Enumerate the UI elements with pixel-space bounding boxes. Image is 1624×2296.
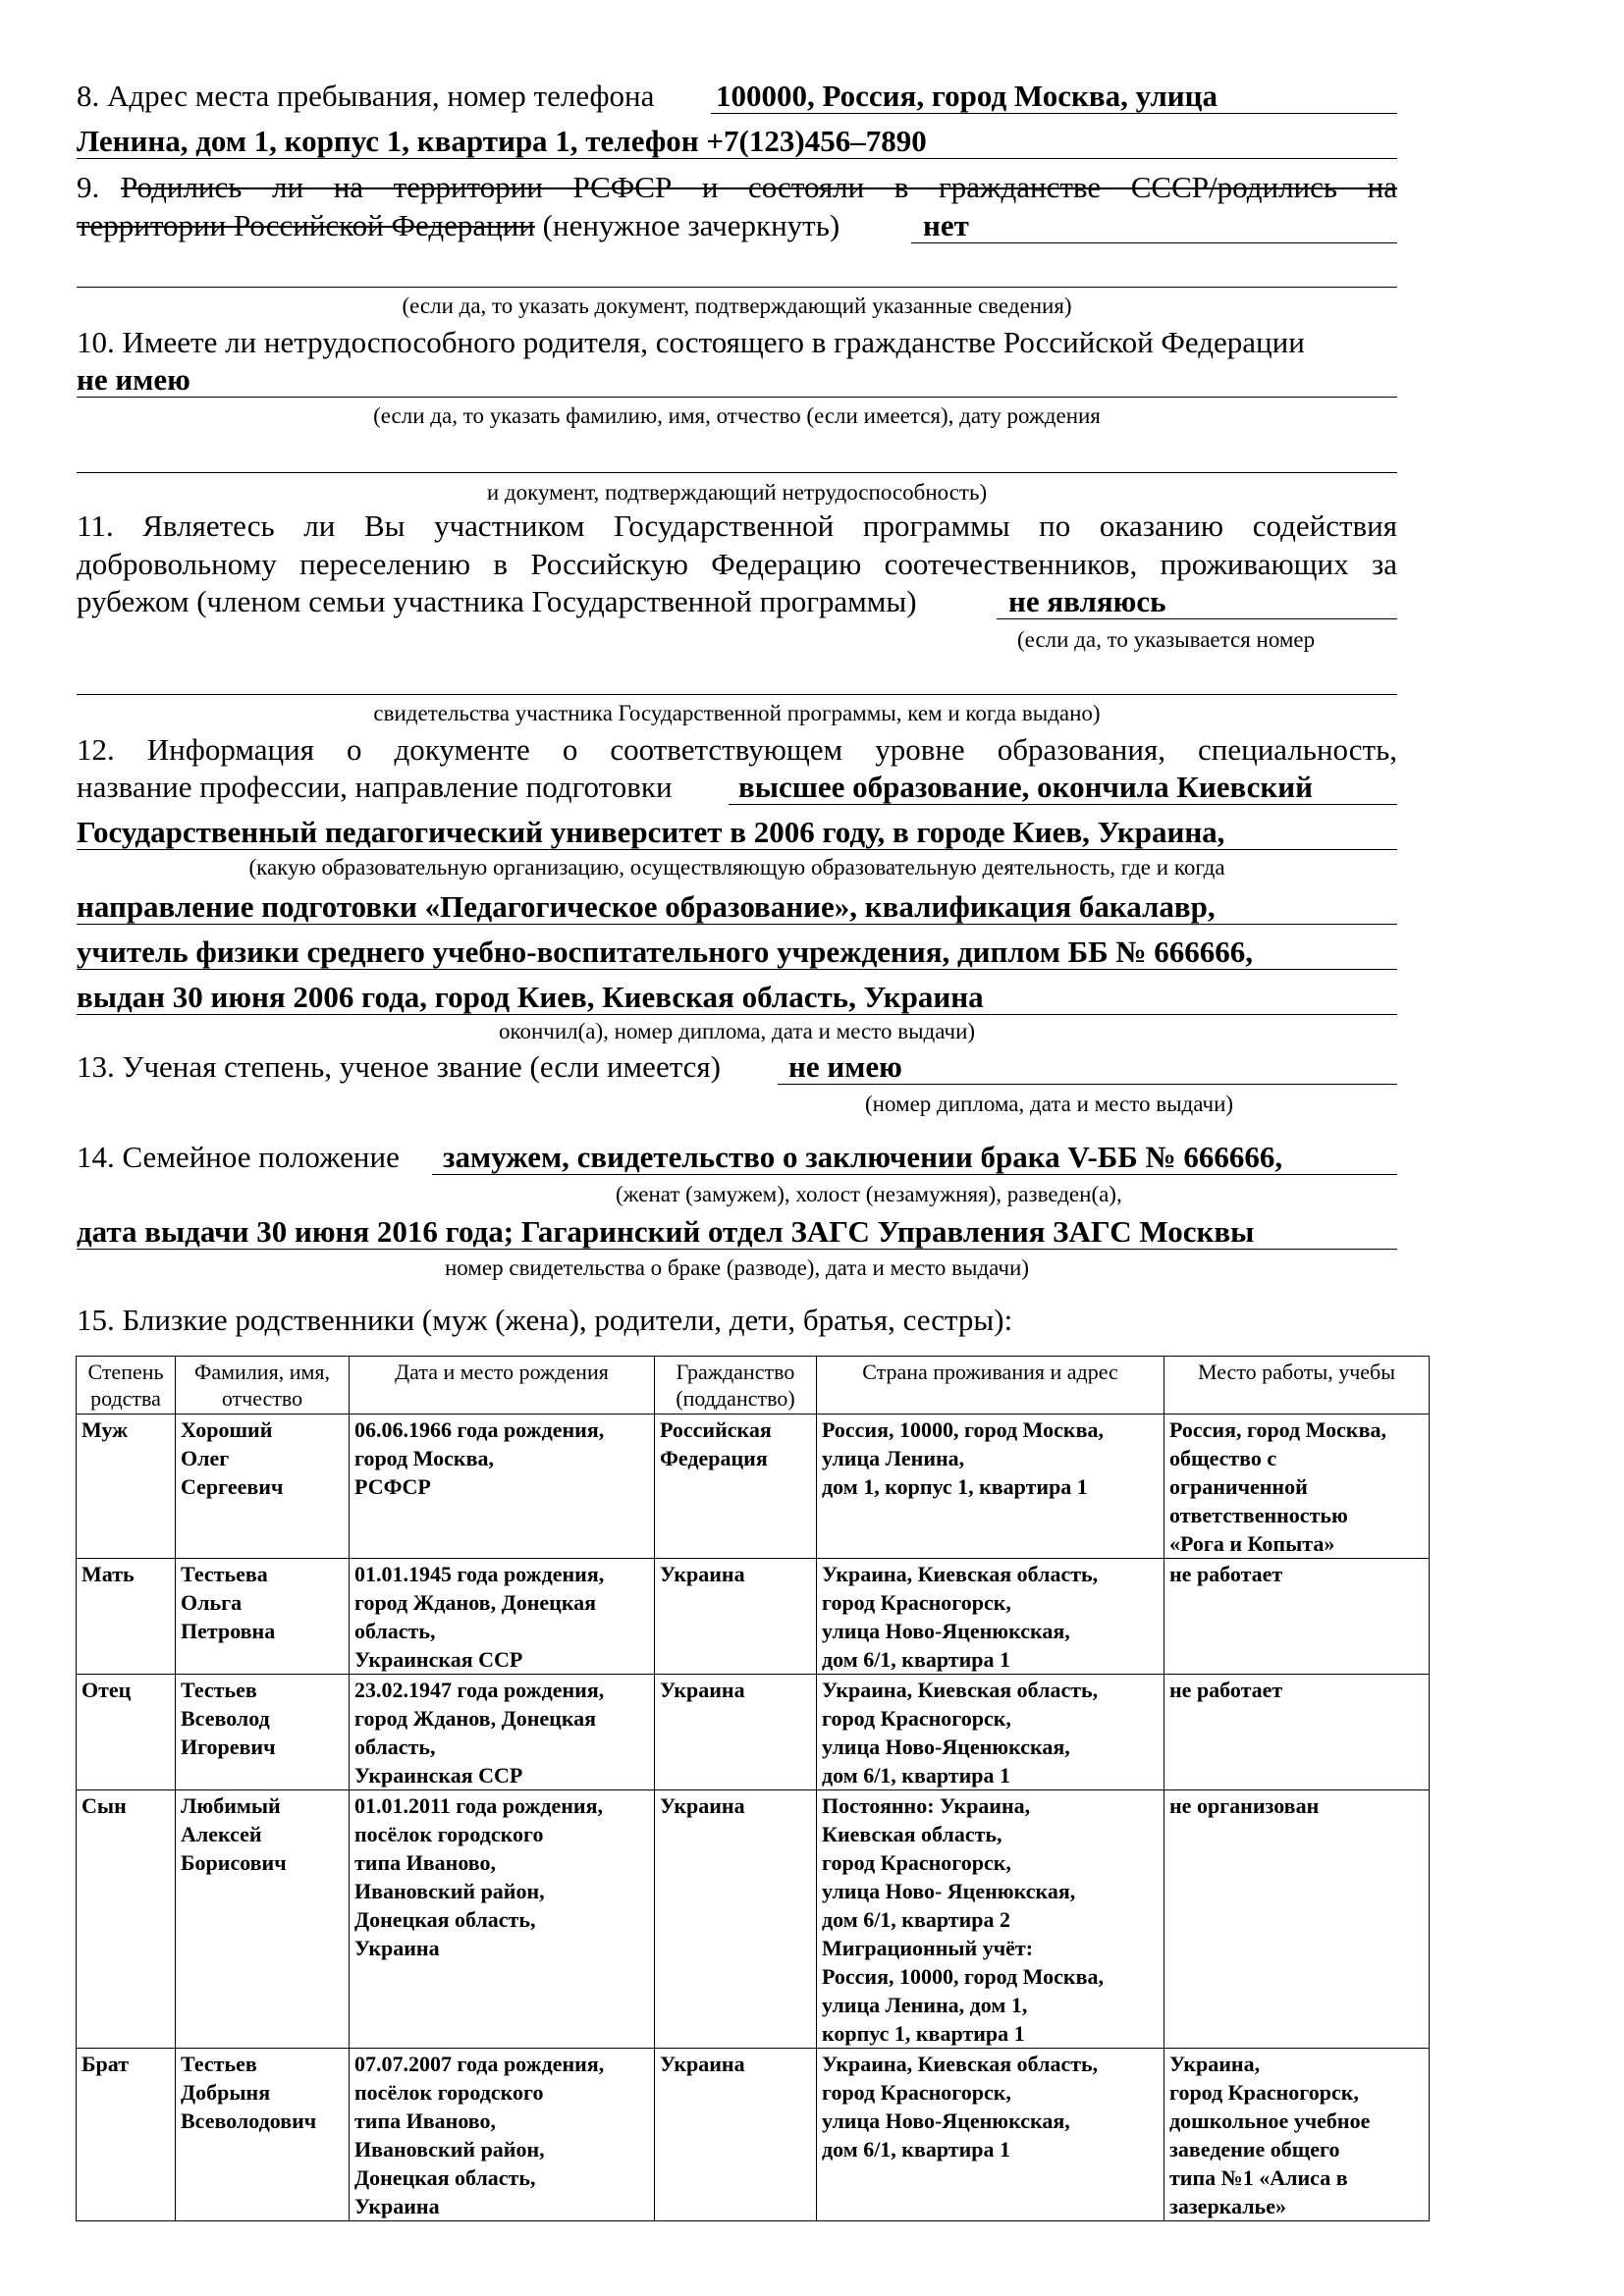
- cell-line: 06.06.1966 года рождения,: [354, 1417, 605, 1442]
- cell-work: [1164, 2049, 1430, 2221]
- item-9-struck-text-2: территории Российской Федерации: [77, 208, 535, 242]
- item-8-value-line1: 100000, Россия, город Москва, улица: [716, 79, 1218, 113]
- item-9-caption: (если да, то указать документ, подтверждающий указанные сведения): [402, 294, 1072, 318]
- cell-birth: [350, 2049, 655, 2221]
- cell-line: типа №1 «Алиса в: [1169, 2165, 1348, 2190]
- cell-line: Постоянно: Украина,: [822, 1793, 1031, 1818]
- item-12-caption-2: окончил(а), номер диплома, дата и место выдачи): [498, 1019, 976, 1043]
- cell-line: Россия, 10000, город Москва,: [822, 1964, 1104, 1989]
- cell-full-name: [176, 2049, 350, 2221]
- cell-line: улица Ново-Яценюкская,: [822, 2109, 1070, 2133]
- item-8-value-line2: Ленина, дом 1, корпус 1, квартира 1, телефон +7(123)456–7890: [77, 124, 927, 158]
- cell-line: Донецкая область,: [354, 2165, 536, 2190]
- table-row: [77, 1415, 1430, 1559]
- cell-line: город Красногорск,: [822, 1850, 1011, 1875]
- item-12-value-2: Государственный педагогический университет в 2006 году, в городе Киев, Украина,: [77, 815, 1225, 849]
- item-14-label: 14. Семейное положение: [77, 1140, 400, 1174]
- cell-line: Алексей: [181, 1822, 262, 1846]
- cell-line: Тестьева: [181, 1562, 268, 1586]
- relatives-table-body: [77, 1415, 1430, 2221]
- cell-line: город Жданов, Донецкая: [354, 1590, 597, 1615]
- cell-line: Украинская ССР: [354, 1763, 523, 1788]
- item-10-value: не имею: [77, 362, 190, 397]
- item-12-line2: название профессии, направление подготовки: [77, 770, 673, 804]
- cell-line: Хороший: [181, 1417, 273, 1442]
- cell-line: область,: [354, 1735, 436, 1759]
- cell-line: Любимый: [181, 1793, 281, 1818]
- cell-line: Украинская ССР: [354, 1647, 523, 1672]
- cell-line: ответственностью: [1169, 1503, 1348, 1527]
- header-work: Место работы, учебы: [1164, 1357, 1430, 1415]
- cell-line: дошкольное учебное: [1169, 2109, 1371, 2133]
- cell-line: дом 1, корпус 1, квартира 1: [822, 1474, 1088, 1499]
- cell-line: Всеволодович: [181, 2109, 317, 2133]
- cell-line: не работает: [1169, 1562, 1283, 1586]
- item-11-underline-2: [77, 694, 1397, 695]
- cell-line: улица Ново-Яценюкская,: [822, 1619, 1070, 1643]
- relatives-table: [76, 1356, 1430, 2221]
- cell-line: Тестьев: [181, 2052, 257, 2076]
- item-11-line3: рубежом (членом семьи участника Государственной программы): [77, 584, 917, 618]
- item-15-label: 15. Близкие родственники (муж (жена), родители, дети, братья, сестры):: [77, 1303, 1013, 1337]
- table-header-row: [77, 1357, 1430, 1415]
- cell-citizenship: [655, 1675, 817, 1790]
- cell-line: 01.01.2011 года рождения,: [354, 1793, 604, 1818]
- cell-residence: [817, 2049, 1164, 2221]
- item-12-value-3: направление подготовки «Педагогическое образование», квалификация бакалавр,: [77, 889, 1216, 924]
- cell-line: улица Ново-Яценюкская,: [822, 1735, 1070, 1759]
- cell-line: типа Иваново,: [354, 1850, 497, 1875]
- item-9-struck-text-1: Родились ли на территории РСФСР и состояли в гражданстве СССР/родились на: [121, 170, 1397, 204]
- cell-line: ограниченной: [1169, 1474, 1308, 1499]
- cell-line: Петровна: [181, 1619, 276, 1643]
- cell-line: Украина,: [1169, 2052, 1261, 2076]
- cell-line: область,: [354, 1619, 436, 1643]
- item-11-caption-2: свидетельства участника Государственной программы, кем и когда выдано): [373, 701, 1101, 725]
- cell-degree: [77, 2049, 176, 2221]
- cell-line: «Рога и Копыта»: [1169, 1531, 1335, 1556]
- cell-line: улица Ленина, дом 1,: [822, 1993, 1028, 2017]
- item-10-caption-2: и документ, подтверждающий нетрудоспособность): [486, 480, 988, 505]
- cell-birth: [350, 1415, 655, 1559]
- cell-line: корпус 1, квартира 1: [822, 2021, 1025, 2046]
- header-full-name: Фамилия, имя, отчество: [176, 1357, 350, 1415]
- cell-line: 23.02.1947 года рождения,: [354, 1678, 605, 1702]
- cell-line: 07.07.2007 года рождения,: [354, 2052, 605, 2076]
- cell-line: город Красногорск,: [1169, 2080, 1359, 2105]
- cell-residence: [817, 1415, 1164, 1559]
- item-13-label: 13. Ученая степень, ученое звание (если имеется): [77, 1049, 721, 1084]
- item-11-line2: добровольному переселению в Российскую Федерацию соотечественников, проживающих за: [77, 547, 1397, 581]
- header-degree: Степень родства: [77, 1357, 176, 1415]
- cell-line: Украина: [660, 2052, 745, 2076]
- item-11-line1: 11. Являетесь ли Вы участником Государственной программы по оказанию содействия: [77, 508, 1397, 543]
- table-row: [77, 1559, 1430, 1675]
- item-8-underline-1: [711, 113, 1397, 114]
- cell-line: типа Иваново,: [354, 2109, 497, 2133]
- cell-line: посёлок городского: [354, 2080, 544, 2105]
- cell-line: Украина: [660, 1793, 745, 1818]
- table-row: [77, 2049, 1430, 2221]
- cell-birth: [350, 1559, 655, 1675]
- header-citizenship: Гражданство (подданство): [655, 1357, 817, 1415]
- header-residence: Страна проживания и адрес: [817, 1357, 1164, 1415]
- item-9-underline-2: [77, 287, 1397, 288]
- cell-line: Киевская область,: [822, 1822, 1002, 1846]
- item-10-question: 10. Имеете ли нетрудоспособного родителя, состоящего в гражданстве Российской Федерации: [77, 325, 1305, 359]
- cell-birth: [350, 1790, 655, 2049]
- cell-line: Ивановский район,: [354, 1879, 545, 1903]
- cell-line: дом 6/1, квартира 1: [822, 1763, 1011, 1788]
- table-row: [77, 1675, 1430, 1790]
- item-10-caption-1: (если да, то указать фамилию, имя, отчество (если имеется), дату рождения: [373, 403, 1101, 428]
- item-11-value: не являюсь: [1008, 584, 1166, 618]
- cell-line: Украина, Киевская область,: [822, 2052, 1099, 2076]
- cell-residence: [817, 1559, 1164, 1675]
- cell-birth: [350, 1675, 655, 1790]
- cell-degree: [77, 1790, 176, 2049]
- item-14-value-2: дата выдачи 30 июня 2016 года; Гагаринский отдел ЗАГС Управления ЗАГС Москвы: [77, 1214, 1255, 1249]
- cell-line: Муж: [81, 1417, 129, 1442]
- item-9-number: 9.: [77, 170, 100, 204]
- cell-full-name: [176, 1790, 350, 2049]
- item-10-underline-1: [77, 397, 1397, 398]
- table-row: [77, 1790, 1430, 2049]
- item-12-underline-3: [77, 924, 1397, 925]
- cell-line: Брат: [81, 2052, 130, 2076]
- cell-line: Украина: [354, 1936, 440, 1960]
- item-13-value: не имею: [788, 1049, 902, 1084]
- cell-line: дом 6/1, квартира 1: [822, 1647, 1011, 1672]
- cell-line: Всеволод: [181, 1706, 270, 1731]
- cell-work: [1164, 1790, 1430, 2049]
- cell-line: Украина: [660, 1678, 745, 1702]
- cell-line: Сын: [81, 1793, 127, 1818]
- cell-line: Российская: [660, 1417, 772, 1442]
- cell-citizenship: [655, 1415, 817, 1559]
- item-13-underline: [778, 1084, 1397, 1085]
- cell-line: не организован: [1169, 1793, 1320, 1818]
- cell-line: Украина: [660, 1562, 745, 1586]
- cell-line: Украина: [354, 2194, 440, 2218]
- item-12-caption-1: (какую образовательную организацию, осуществляющую образовательную деятельность, где и когда: [248, 855, 1225, 880]
- cell-line: город Красногорск,: [822, 1590, 1011, 1615]
- item-12-underline-2: [77, 849, 1397, 850]
- item-12-line1: 12. Информация о документе о соответствующем уровне образования, специальность,: [77, 732, 1397, 767]
- cell-line: общество с: [1169, 1446, 1277, 1470]
- cell-line: зазеркалье»: [1169, 2194, 1286, 2218]
- item-14-underline-1: [432, 1174, 1397, 1175]
- cell-work: [1164, 1415, 1430, 1559]
- cell-line: 01.01.1945 года рождения,: [354, 1562, 605, 1586]
- cell-full-name: [176, 1675, 350, 1790]
- cell-line: Ольга: [181, 1590, 243, 1615]
- cell-line: РСФСР: [354, 1474, 431, 1499]
- cell-line: Донецкая область,: [354, 1907, 536, 1932]
- item-8-label: 8. Адрес места пребывания, номер телефона: [77, 79, 655, 113]
- item-12-underline-5: [77, 1014, 1397, 1015]
- cell-line: Россия, 10000, город Москва,: [822, 1417, 1104, 1442]
- cell-citizenship: [655, 2049, 817, 2221]
- cell-citizenship: [655, 1559, 817, 1675]
- cell-line: Украина, Киевская область,: [822, 1678, 1099, 1702]
- cell-work: [1164, 1675, 1430, 1790]
- item-13-caption: (номер диплома, дата и место выдачи): [865, 1092, 1234, 1116]
- cell-line: Федерация: [660, 1446, 768, 1470]
- cell-line: город Москва,: [354, 1446, 494, 1470]
- item-9-line2: [77, 207, 839, 244]
- cell-full-name: [176, 1415, 350, 1559]
- item-14-caption-1: (женат (замужем), холост (незамужняя), разведен(а),: [616, 1182, 1122, 1206]
- cell-line: не работает: [1169, 1678, 1283, 1702]
- cell-line: Игоревич: [181, 1735, 276, 1759]
- item-12-value-1: высшее образование, окончила Киевский: [738, 770, 1313, 804]
- cell-citizenship: [655, 1790, 817, 2049]
- cell-line: улица Ново- Яценюкская,: [822, 1879, 1076, 1903]
- header-birth: Дата и место рождения: [350, 1357, 655, 1415]
- cell-line: посёлок городского: [354, 1822, 544, 1846]
- cell-full-name: [176, 1559, 350, 1675]
- cell-line: Добрыня: [181, 2080, 271, 2105]
- item-14-value-1: замужем, свидетельство о заключении брака V-ББ № 666666,: [443, 1140, 1283, 1174]
- cell-degree: [77, 1415, 176, 1559]
- item-10-underline-2: [77, 472, 1397, 473]
- item-9-underline-1: [911, 242, 1397, 243]
- cell-line: Отец: [81, 1678, 132, 1702]
- cell-line: Ивановский район,: [354, 2137, 545, 2162]
- cell-residence: [817, 1790, 1164, 2049]
- cell-line: дом 6/1, квартира 2: [822, 1907, 1011, 1932]
- cell-line: заведение общего: [1169, 2137, 1340, 2162]
- item-14-caption-2: номер свидетельства о браке (разводе), дата и место выдачи): [444, 1255, 1029, 1280]
- item-11-underline-1: [997, 618, 1397, 619]
- cell-line: Тестьев: [181, 1678, 257, 1702]
- item-9-line1: [77, 169, 1397, 206]
- item-9-value: нет: [923, 208, 969, 242]
- cell-residence: [817, 1675, 1164, 1790]
- cell-line: дом 6/1, квартира 1: [822, 2137, 1011, 2162]
- cell-line: город Жданов, Донецкая: [354, 1706, 597, 1731]
- cell-line: Миграционный учёт:: [822, 1936, 1034, 1960]
- cell-work: [1164, 1559, 1430, 1675]
- cell-line: город Красногорск,: [822, 1706, 1011, 1731]
- cell-line: Сергеевич: [181, 1474, 284, 1499]
- cell-line: Украина, Киевская область,: [822, 1562, 1099, 1586]
- cell-line: Олег: [181, 1446, 230, 1470]
- item-12-value-5: выдан 30 июня 2006 года, город Киев, Киевская область, Украина: [77, 980, 984, 1014]
- item-12-underline-4: [77, 969, 1397, 970]
- cell-degree: [77, 1675, 176, 1790]
- item-8-underline-2: [77, 158, 1397, 159]
- cell-line: Борисович: [181, 1850, 287, 1875]
- item-14-underline-2: [77, 1249, 1397, 1250]
- cell-line: улица Ленина,: [822, 1446, 965, 1470]
- item-11-caption-1: (если да, то указывается номер: [1017, 627, 1316, 652]
- item-9-note: (ненужное зачеркнуть): [542, 208, 840, 242]
- cell-degree: [77, 1559, 176, 1675]
- cell-line: город Красногорск,: [822, 2080, 1011, 2105]
- item-12-value-4: учитель физики среднего учебно-воспитательного учреждения, диплом ББ № 666666,: [77, 934, 1253, 969]
- item-12-underline-1: [729, 804, 1397, 805]
- cell-line: Мать: [81, 1562, 135, 1586]
- cell-line: Россия, город Москва,: [1169, 1417, 1386, 1442]
